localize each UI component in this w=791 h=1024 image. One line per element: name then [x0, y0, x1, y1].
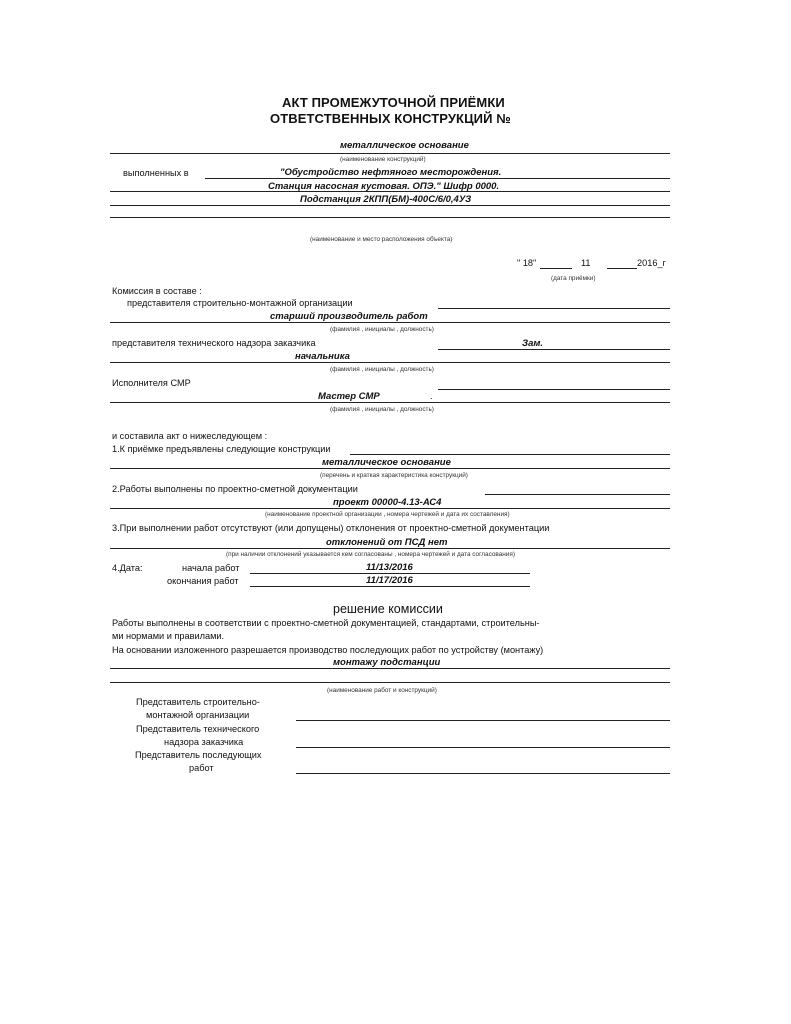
object-underline-4	[110, 217, 670, 218]
customer-line-1	[438, 349, 670, 350]
construction-line	[110, 153, 670, 154]
document-title-line-1: АКТ ПРОМЕЖУТОЧНОЙ ПРИЁМКИ	[282, 95, 505, 110]
customer-label: представителя технического надзора заказчика	[112, 338, 316, 348]
executor-value: Мастер СМР	[318, 391, 380, 402]
next-work-value: монтажу подстанции	[333, 657, 441, 668]
item1-line-1	[350, 454, 670, 455]
item2-value: проект 00000-4.13-АС4	[333, 497, 442, 508]
next-work-line-1	[110, 668, 670, 669]
item1-caption: (перечень и краткая характеристика конструкций)	[320, 472, 468, 479]
object-line-2: Станция насосная кустовая. ОПЭ." Шифр 0000.	[268, 181, 500, 192]
acceptance-month: 11	[581, 258, 591, 268]
next-work-caption: (наименование работ и конструкций)	[327, 687, 437, 694]
object-underline-3	[110, 205, 670, 206]
commission-intro: Комиссия в составе :	[112, 286, 202, 296]
signature-next-label-1: Представитель последующих	[135, 750, 262, 760]
acceptance-year: 2016_г	[637, 258, 666, 268]
contractor-caption: (фамилия , инициалы , должность)	[330, 326, 434, 333]
document-title-line-2: ОТВЕТСТВЕННЫХ КОНСТРУКЦИЙ №	[270, 111, 511, 126]
item4-label: 4.Дата:	[112, 563, 143, 573]
end-date-label: окончания работ	[167, 576, 239, 586]
item1-label: 1.К приёмке предъявлены следующие конструкции	[112, 444, 331, 454]
object-label: выполненных в	[123, 168, 189, 178]
object-line-3: Подстанция 2КПП(БМ)-400С/6/0,4УЗ	[300, 194, 472, 205]
contractor-value: старший производитель работ	[270, 311, 428, 322]
item1-value: металлическое основание	[322, 457, 451, 468]
object-line-1: "Обустройство нефтяного месторождения.	[280, 167, 502, 178]
item3-caption: (при наличии отклонений указывается кем согласованы , номера чертежей и дата согласования)	[226, 551, 515, 558]
item2-caption: (наименование проектной организации , номера чертежей и дата их составления)	[265, 511, 510, 518]
executor-line-1	[438, 389, 670, 390]
decision-text-3: На основании изложенного разрешается производство последующих работ по устройству (монтажу)	[112, 645, 544, 655]
object-caption: (наименование и место расположения объекта)	[310, 236, 453, 243]
customer-value-1: Зам.	[522, 338, 544, 349]
acceptance-day-line	[540, 268, 572, 269]
item3-line	[110, 548, 670, 549]
item2-line-2	[110, 508, 670, 509]
end-date-value: 11/17/2016	[366, 575, 413, 586]
item3-label: 3.При выполнении работ отсутствуют (или допущены) отклонения от проектно-сметной документации	[112, 523, 550, 533]
contractor-line-1	[438, 308, 670, 309]
customer-caption: (фамилия , инициалы , должность)	[330, 366, 434, 373]
contractor-label: представителя строительно-монтажной организации	[127, 298, 353, 308]
decision-heading: решение комиссии	[333, 602, 443, 616]
decision-text-1: Работы выполнены в соответствии с проектно-сметной документацией, стандартами, строительны-	[112, 618, 540, 628]
start-date-value: 11/13/2016	[366, 562, 413, 573]
item3-value: отклонений от ПСД нет	[326, 537, 448, 548]
item2-line-1	[485, 494, 670, 495]
start-date-line	[250, 573, 530, 574]
acceptance-date-caption: (дата приёмки)	[551, 275, 596, 282]
signature-customer-label-1: Представитель технического	[136, 724, 260, 734]
start-date-label: начала работ	[182, 563, 240, 573]
acceptance-month-line	[607, 268, 637, 269]
object-underline-1	[205, 178, 670, 179]
executor-line-2	[110, 402, 670, 403]
signature-customer-line	[296, 747, 670, 748]
executor-dot: .	[430, 391, 433, 401]
contractor-line-2	[110, 322, 670, 323]
signature-next-line	[296, 773, 670, 774]
executor-label: Исполнителя СМР	[112, 378, 191, 388]
signature-contractor-line	[296, 720, 670, 721]
customer-value-2: начальника	[295, 351, 350, 362]
customer-line-2	[110, 362, 670, 363]
signature-next-label-2: работ	[189, 763, 214, 773]
acceptance-day: " 18"	[517, 258, 537, 268]
decision-text-2: ми нормами и правилами.	[112, 631, 225, 641]
item1-line-2	[110, 468, 670, 469]
construction-name: металлическое основание	[340, 140, 469, 151]
item2-label: 2.Работы выполнены по проектно-сметной документации	[112, 484, 358, 494]
end-date-line	[250, 586, 530, 587]
construction-caption: (наименование конструкций)	[340, 156, 426, 163]
signature-customer-label-2: надзора заказчика	[164, 737, 244, 747]
items-intro: и составила акт о нижеследующем :	[112, 431, 268, 441]
signature-contractor-label-1: Представитель строительно-	[136, 697, 260, 707]
next-work-line-2	[110, 682, 670, 683]
executor-caption: (фамилия , инициалы , должность)	[330, 406, 434, 413]
signature-contractor-label-2: монтажной организации	[146, 710, 250, 720]
object-underline-2	[110, 191, 670, 192]
